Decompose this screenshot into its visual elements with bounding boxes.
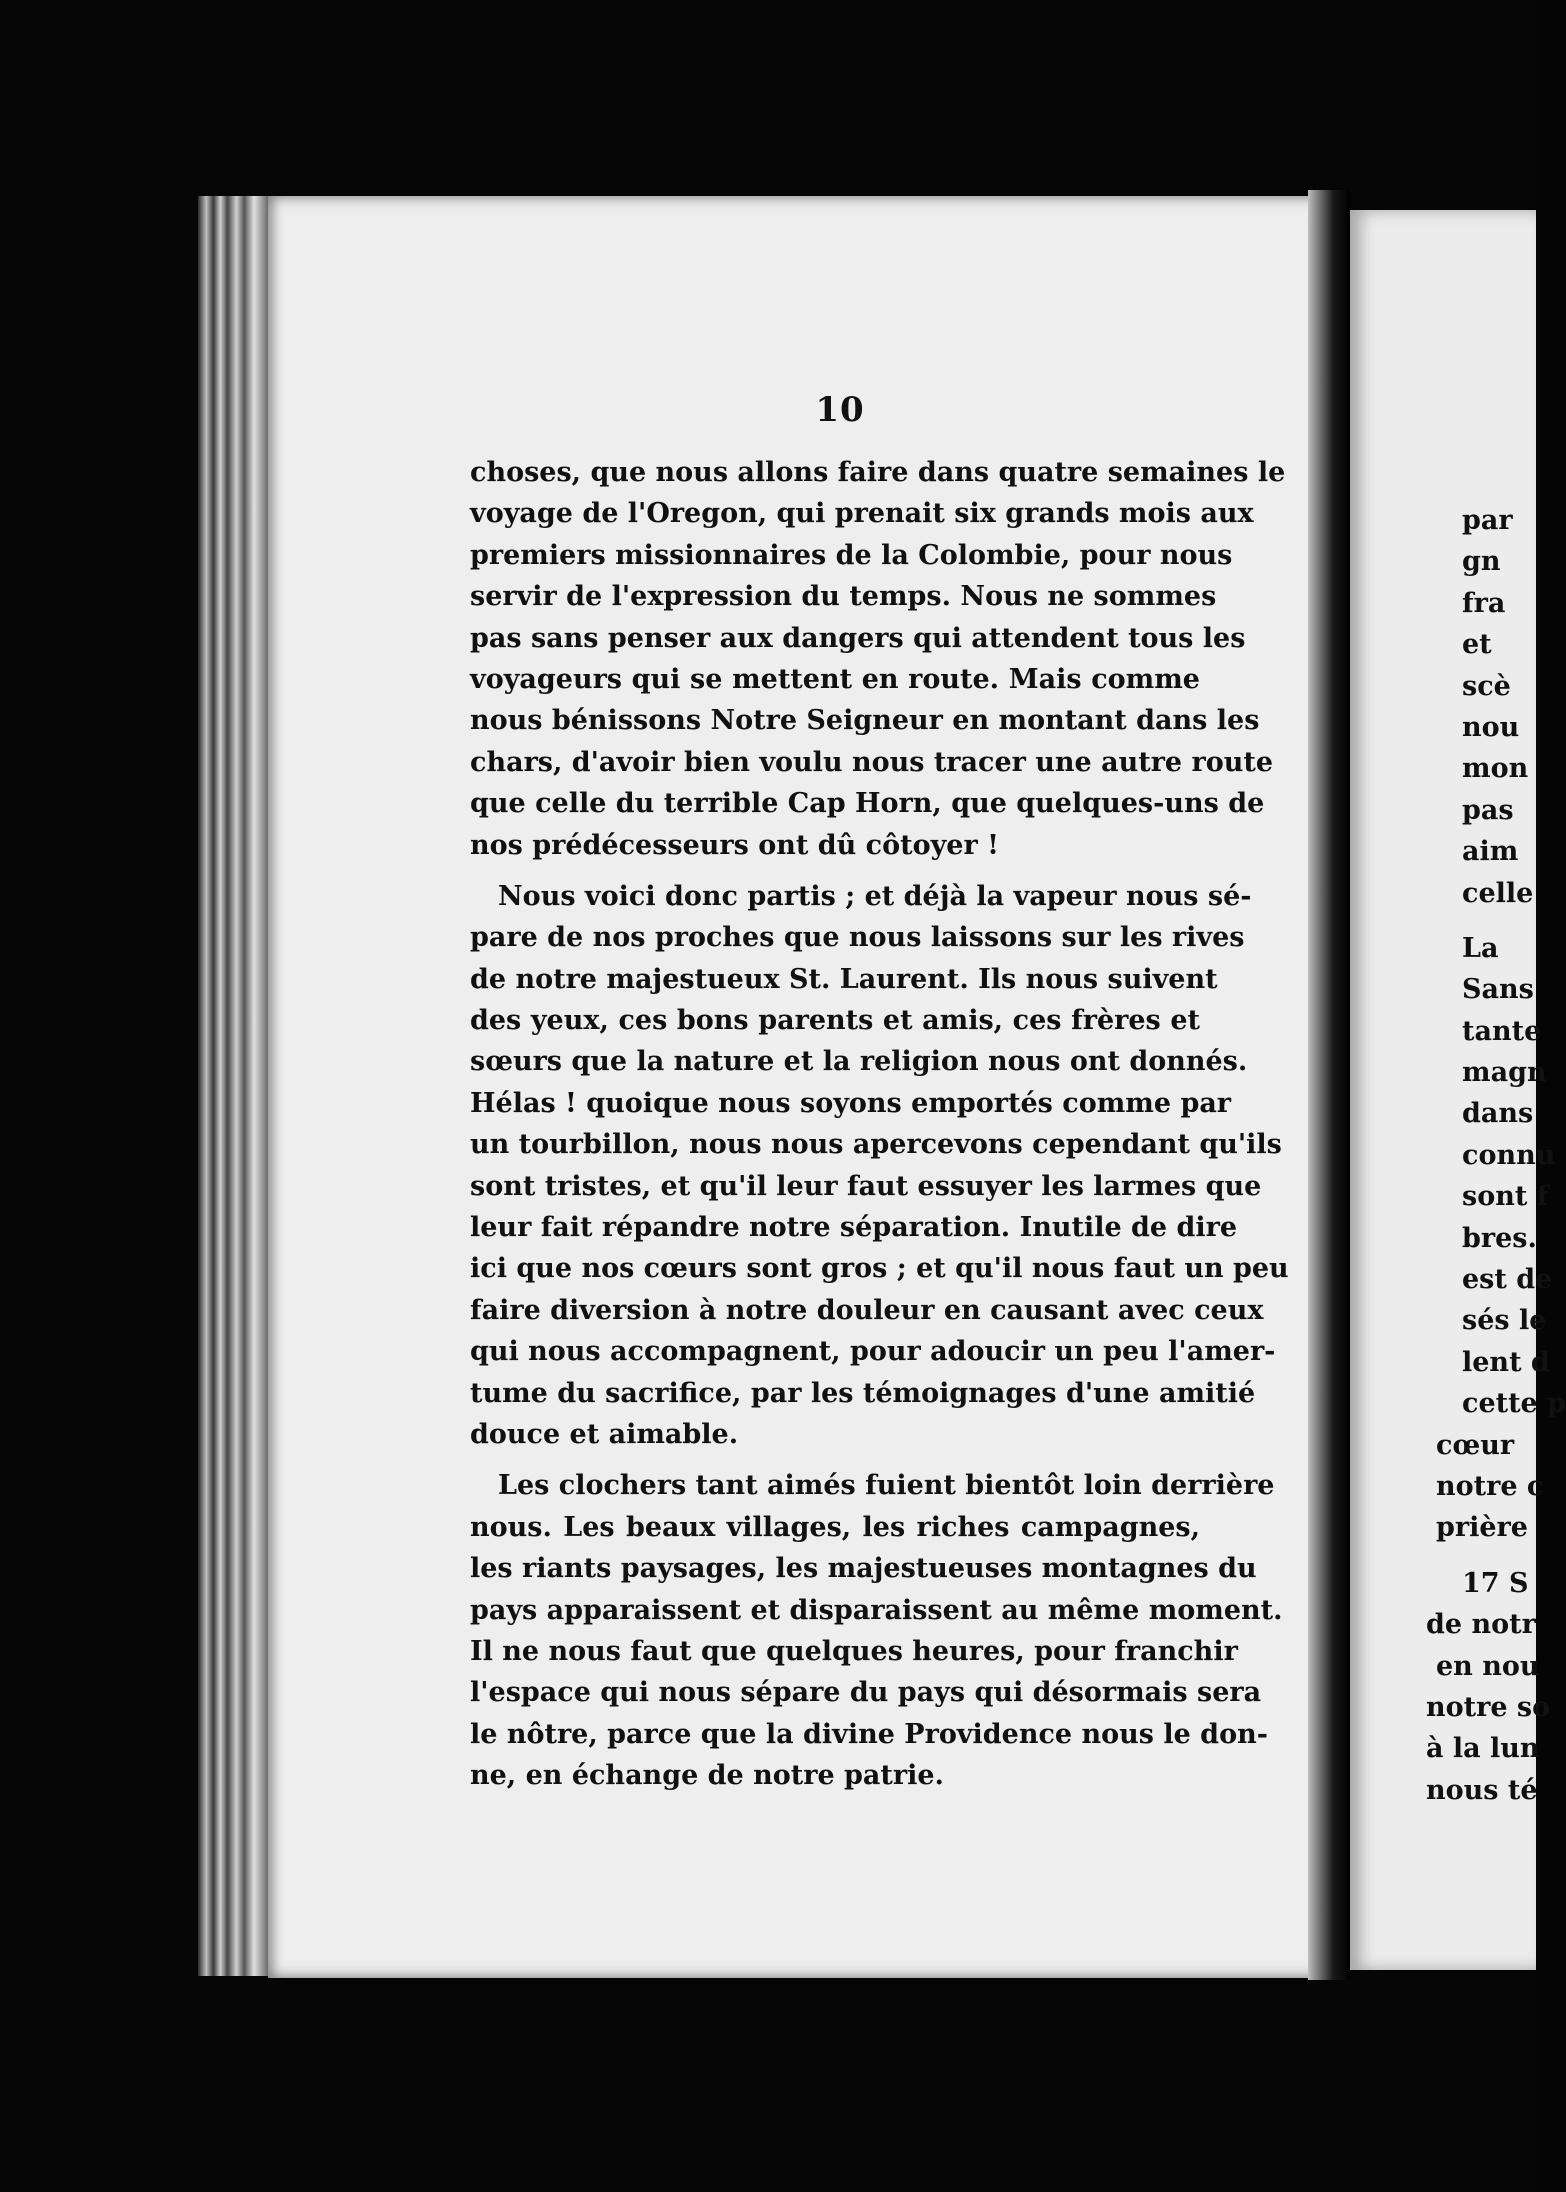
text-line: nous. Les beaux villages, les riches campagnes,	[470, 1511, 1200, 1543]
facing-fragment: connu	[1462, 1139, 1556, 1171]
text-line: pays apparaissent et disparaissent au même moment.	[470, 1594, 1283, 1626]
text-line: servir de l'expression du temps. Nous ne sommes	[470, 581, 1217, 613]
text-line: nous bénissons Notre Seigneur en montant dans les	[470, 705, 1260, 737]
facing-fragment: celle	[1462, 877, 1534, 909]
facing-fragment: aim	[1462, 836, 1519, 868]
facing-fragment: en nou	[1436, 1650, 1540, 1682]
facing-fragment: cette p	[1462, 1388, 1566, 1420]
text-line: le nôtre, parce que la divine Providence nous le don-	[470, 1718, 1268, 1750]
facing-fragment: et	[1462, 629, 1492, 661]
text-line: premiers missionnaires de la Colombie, pour nous	[470, 539, 1233, 571]
facing-fragment: La	[1462, 932, 1499, 964]
text-line: Hélas ! quoique nous soyons emportés comme par	[470, 1087, 1232, 1119]
text-line: douce et aimable.	[470, 1418, 739, 1450]
facing-fragment: de notr	[1426, 1609, 1536, 1641]
text-line: choses, que nous allons faire dans quatre semaines le	[470, 457, 1286, 488]
page-body	[470, 452, 1289, 1797]
book-gutter	[1308, 190, 1350, 1980]
facing-fragment: sont f	[1462, 1181, 1549, 1213]
paragraph	[470, 452, 1286, 866]
text-line: sœurs que la nature et la religion nous ont donnés.	[470, 1046, 1248, 1078]
facing-fragment: bres.	[1462, 1222, 1537, 1254]
facing-fragment: est de	[1462, 1264, 1553, 1296]
text-line: tume du sacrifice, par les témoignages d'une amitié	[470, 1377, 1256, 1409]
facing-fragment: sés le	[1462, 1305, 1547, 1337]
facing-fragment: nous té	[1426, 1774, 1538, 1806]
facing-fragment: mon	[1462, 753, 1529, 785]
facing-fragment: nou	[1462, 711, 1520, 743]
text-line: qui nous accompagnent, pour adoucir un peu l'amer-	[470, 1336, 1276, 1368]
facing-fragment: prière	[1436, 1512, 1528, 1544]
text-line: chars, d'avoir bien voulu nous tracer une autre route	[470, 746, 1274, 778]
facing-fragment: pas	[1462, 794, 1514, 826]
text-line: nos prédécesseurs ont dû côtoyer !	[470, 829, 999, 861]
text-line: que celle du terrible Cap Horn, que quelques-uns de	[470, 788, 1265, 820]
text-line: leur fait répandre notre séparation. Inutile de dire	[470, 1212, 1238, 1244]
facing-fragment: magn	[1462, 1057, 1547, 1089]
text-line: voyage de l'Oregon, qui prenait six grands mois aux	[470, 498, 1254, 530]
text-line: pas sans penser aux dangers qui attendent tous les	[470, 622, 1246, 654]
text-line: Les clochers tant aimés fuient bientôt loin derrière	[498, 1470, 1275, 1502]
facing-fragment: lent d	[1462, 1346, 1550, 1378]
text-line: ne, en échange de notre patrie.	[470, 1760, 944, 1792]
facing-fragment: gn	[1462, 546, 1501, 578]
text-line: de notre majestueux St. Laurent. Ils nous suivent	[470, 963, 1218, 995]
text-line: Il ne nous faut que quelques heures, pour franchir	[470, 1635, 1238, 1667]
facing-page-text	[1426, 500, 1566, 1811]
facing-fragment: fra	[1462, 587, 1506, 619]
text-line: l'espace qui nous sépare du pays qui désormais sera	[470, 1677, 1262, 1709]
text-line: les riants paysages, les majestueuses montagnes du	[470, 1553, 1257, 1585]
text-line: sont tristes, et qu'il leur faut essuyer les larmes que	[470, 1170, 1262, 1202]
paragraph	[470, 876, 1289, 1455]
facing-fragment: cœur	[1436, 1429, 1515, 1461]
paragraph	[470, 1465, 1283, 1796]
page-number: 10	[815, 390, 865, 430]
text-line: ici que nos cœurs sont gros ; et qu'il nous faut un peu	[470, 1253, 1289, 1285]
book-page-edges	[198, 196, 268, 1976]
facing-fragment: à la lun	[1426, 1733, 1540, 1765]
text-line: pare de nos proches que nous laissons sur les rives	[470, 922, 1245, 954]
text-line: des yeux, ces bons parents et amis, ces frères et	[470, 1005, 1200, 1037]
text-line: un tourbillon, nous nous apercevons cependant qu'ils	[470, 1129, 1282, 1161]
facing-fragment: dans	[1462, 1098, 1534, 1130]
facing-fragment: scè	[1462, 670, 1511, 702]
facing-fragment: Sans	[1462, 974, 1534, 1006]
facing-fragment: par	[1462, 505, 1513, 536]
text-line: Nous voici donc partis ; et déjà la vapeur nous sé-	[498, 880, 1252, 912]
facing-fragment: notre c	[1436, 1470, 1544, 1502]
facing-fragment: notre so	[1426, 1691, 1551, 1723]
facing-fragment: tante	[1462, 1015, 1542, 1047]
facing-fragment: 17 S	[1462, 1567, 1529, 1599]
text-line: faire diversion à notre douleur en causant avec ceux	[470, 1294, 1264, 1326]
text-line: voyageurs qui se mettent en route. Mais comme	[470, 663, 1200, 695]
